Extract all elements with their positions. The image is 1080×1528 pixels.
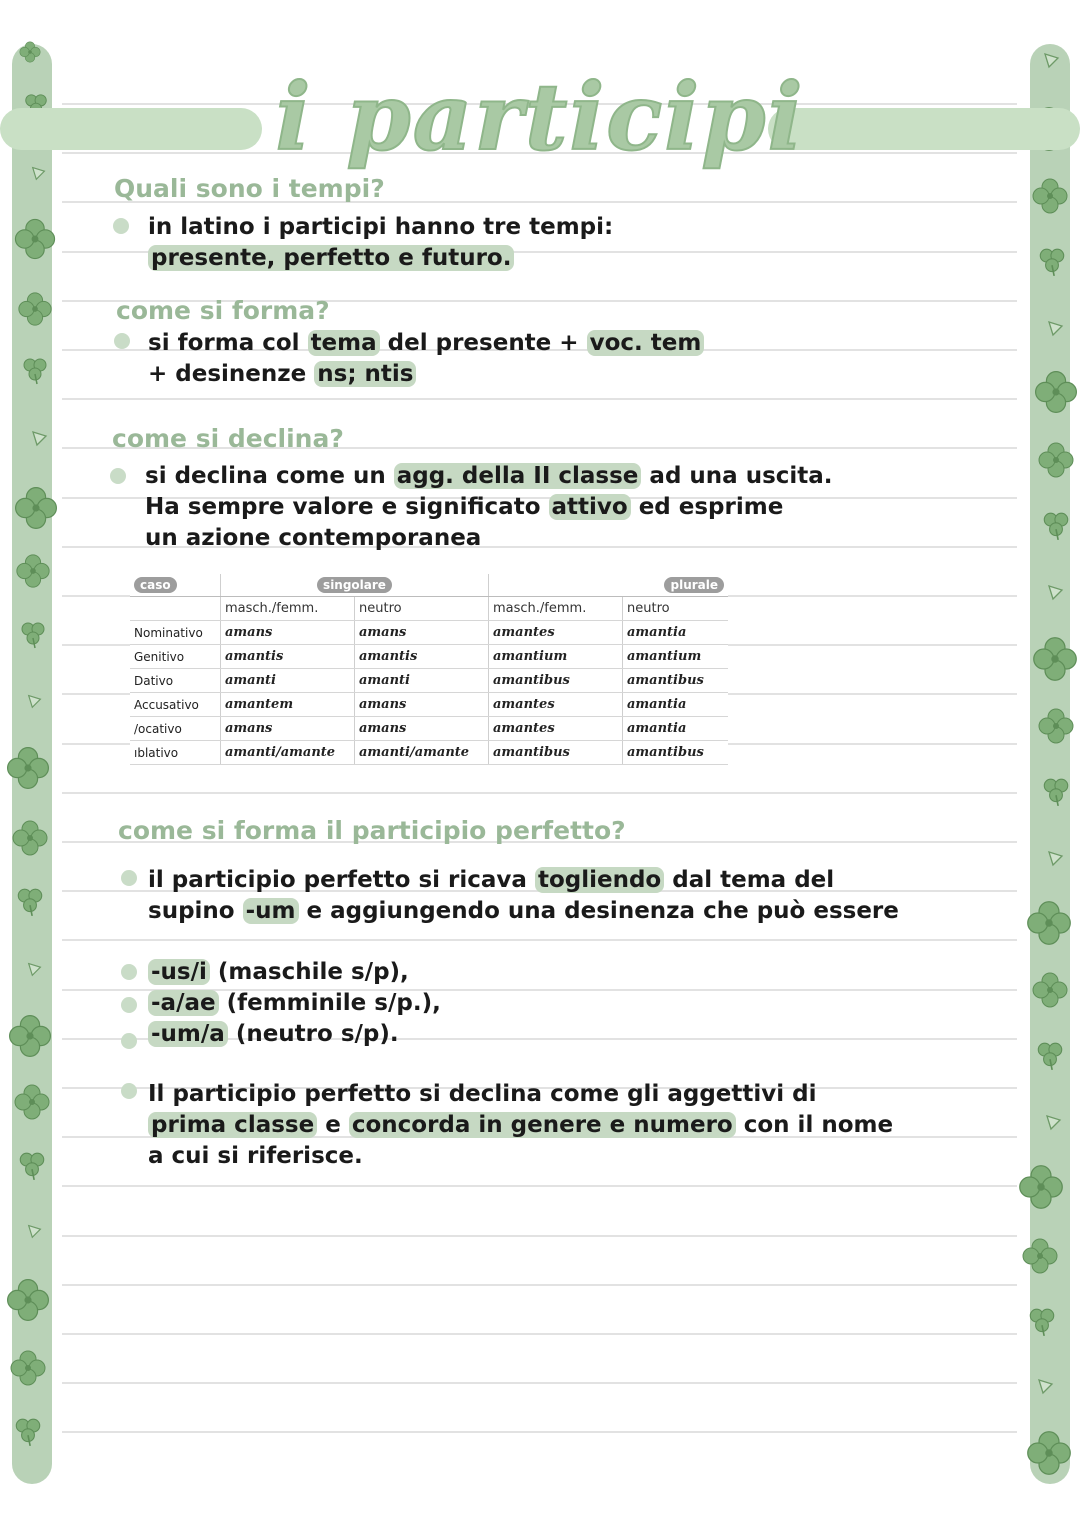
clover-icon	[1036, 706, 1076, 746]
text-line: un azione contemporanea	[145, 525, 482, 551]
leaf-icon	[26, 1222, 44, 1240]
table-body	[130, 621, 728, 765]
bullet-dot	[114, 333, 130, 349]
declined-form: amantia	[623, 693, 729, 717]
table-header-row	[130, 574, 728, 597]
highlighted-term: -us/i	[148, 959, 210, 985]
highlighted-term: ns; ntis	[314, 361, 416, 387]
sprig-icon	[1040, 776, 1072, 808]
sprig-icon	[1040, 510, 1072, 542]
section-heading-forma: come si forma?	[116, 296, 330, 325]
subheader-cell: neutro	[623, 597, 729, 621]
declined-form: amantes	[489, 621, 623, 645]
declined-form: amans	[355, 717, 489, 741]
text-line: prima classe e concorda in genere e numero con il nome	[148, 1110, 893, 1141]
ruled-line	[62, 1235, 1017, 1237]
highlighted-term: -a/ae	[148, 990, 219, 1016]
declined-form: amans	[221, 621, 355, 645]
leaf-icon	[30, 428, 50, 448]
clover-icon	[12, 216, 58, 262]
declined-form: amans	[221, 717, 355, 741]
clover-icon	[16, 290, 54, 328]
clover-icon	[1024, 1428, 1074, 1478]
ruled-line	[62, 939, 1017, 941]
case-name: Dativo	[130, 669, 221, 693]
sprig-icon	[1026, 1306, 1058, 1338]
sprig-icon	[1036, 246, 1068, 278]
clover-icon	[1020, 1236, 1060, 1276]
leaf-icon	[26, 960, 44, 978]
declinazione-perfetto-text	[148, 1079, 893, 1172]
declined-form: amanti/amante	[221, 741, 355, 765]
ruled-line	[62, 1431, 1017, 1433]
clover-icon	[14, 552, 52, 590]
bullet-dot	[113, 218, 129, 234]
ruled-line	[62, 1382, 1017, 1384]
clover-icon	[4, 1276, 52, 1324]
declined-form: amantium	[623, 645, 729, 669]
section-heading-tempi: Quali sono i tempi?	[114, 174, 385, 203]
section-heading-declina: come si declina?	[112, 424, 344, 453]
sprig-icon	[18, 620, 48, 650]
highlighted-term: -um/a	[148, 1021, 228, 1047]
table-row	[130, 741, 728, 765]
clover-icon	[1032, 368, 1080, 416]
case-name: Genitivo	[130, 645, 221, 669]
highlighted-term: agg. della II classe	[394, 463, 642, 489]
highlighted-term: prima classe	[148, 1112, 317, 1138]
header-caso: caso	[134, 577, 177, 593]
highlighted-term: togliendo	[535, 867, 664, 893]
leaf-icon	[26, 692, 44, 710]
text-line: il participio perfetto si ricava togliendo dal tema del	[148, 867, 835, 893]
table-row	[130, 621, 728, 645]
ruled-line	[62, 1185, 1017, 1187]
text-line: Il participio perfetto si declina come gli aggettivi di	[148, 1081, 817, 1107]
tempi-text	[148, 212, 613, 274]
text-line	[148, 243, 613, 274]
declined-form: amanti	[221, 669, 355, 693]
declined-form: amantibus	[623, 741, 729, 765]
declined-form: amanti/amante	[355, 741, 489, 765]
ruled-line	[62, 792, 1017, 794]
highlighted-term: -um	[243, 898, 299, 924]
text-line: si declina come un agg. della II classe ad una uscita.	[145, 463, 833, 489]
highlighted-term: attivo	[549, 494, 631, 520]
declined-form: amantia	[623, 717, 729, 741]
declined-form: amantis	[355, 645, 489, 669]
ruled-line	[62, 1333, 1017, 1335]
header-singolare: singolare	[317, 577, 392, 593]
leaf-icon	[1046, 582, 1066, 602]
text-line: -a/ae (femminile s/p.),	[148, 988, 441, 1019]
forma-text	[148, 328, 704, 390]
clover-icon	[6, 1012, 54, 1060]
text-line: si forma col tema del presente + voc. tem	[148, 328, 704, 359]
bullet-dot	[121, 997, 137, 1013]
clover-icon	[1030, 970, 1070, 1010]
bullet-dot	[121, 1083, 137, 1099]
leaf-icon	[1036, 1376, 1056, 1396]
highlighted-term: presente, perfetto e futuro.	[148, 245, 514, 271]
highlighted-term: concorda in genere e numero	[349, 1112, 736, 1138]
text-line: -um/a (neutro s/p).	[148, 1019, 441, 1050]
clover-icon	[1030, 634, 1080, 684]
page-title: i participi	[275, 63, 805, 171]
declined-form: amantia	[623, 621, 729, 645]
clover-icon	[4, 744, 52, 792]
bullet-dot	[121, 870, 137, 886]
declined-form: amans	[355, 693, 489, 717]
leaf-icon	[1046, 318, 1066, 338]
declined-form: amanti	[355, 669, 489, 693]
clover-icon	[1030, 176, 1070, 216]
subheader-cell: masch./femm.	[489, 597, 623, 621]
table-row	[130, 693, 728, 717]
clover-icon	[1024, 898, 1074, 948]
sprig-icon	[20, 356, 50, 386]
section-heading-perfetto: come si forma il participio perfetto?	[118, 816, 626, 845]
declension-table	[130, 574, 728, 765]
text-line: + desinenze ns; ntis	[148, 359, 704, 390]
declina-text	[145, 461, 833, 554]
case-name: /ocativo	[130, 717, 221, 741]
declined-form: amantes	[489, 717, 623, 741]
declined-form: amantibus	[489, 741, 623, 765]
clover-icon	[12, 484, 60, 532]
bullet-dot	[121, 1033, 137, 1049]
declined-form: amantis	[221, 645, 355, 669]
case-name: Nominativo	[130, 621, 221, 645]
clover-icon	[8, 1348, 48, 1388]
ruled-line	[62, 1284, 1017, 1286]
bullet-dot	[121, 964, 137, 980]
table-row	[130, 645, 728, 669]
perfetto-text	[148, 865, 899, 927]
table-subheader-row	[130, 597, 728, 621]
endings-list	[148, 957, 441, 1050]
text-line: in latino i participi hanno tre tempi:	[148, 214, 614, 240]
clover-icon	[10, 818, 50, 858]
table-row	[130, 669, 728, 693]
clover-icon	[1016, 1162, 1066, 1212]
declined-form: amantibus	[489, 669, 623, 693]
sprig-icon	[12, 1416, 44, 1448]
declined-form: amantem	[221, 693, 355, 717]
leaf-icon	[1046, 848, 1066, 868]
case-name: Accusativo	[130, 693, 221, 717]
subheader-cell: masch./femm.	[221, 597, 355, 621]
table-row	[130, 717, 728, 741]
text-line: supino -um e aggiungendo una desinenza che può essere	[148, 898, 899, 924]
clover-icon	[12, 1082, 52, 1122]
text-line: -us/i (maschile s/p),	[148, 957, 441, 988]
case-name: ıblativo	[130, 741, 221, 765]
sprig-icon	[16, 1150, 48, 1182]
declined-form: amans	[355, 621, 489, 645]
highlighted-term: voc. tem	[587, 330, 705, 356]
sprig-icon	[14, 886, 46, 918]
clover-icon	[1036, 440, 1076, 480]
highlighted-term: tema	[308, 330, 380, 356]
text-line: a cui si riferisce.	[148, 1143, 363, 1169]
ruled-line	[62, 398, 1017, 400]
declined-form: amantibus	[623, 669, 729, 693]
text-line: Ha sempre valore e significato attivo ed esprime	[145, 494, 784, 520]
clover-icon	[18, 40, 42, 64]
header-plurale: plurale	[664, 577, 724, 593]
declined-form: amantium	[489, 645, 623, 669]
sprig-icon	[1034, 1040, 1066, 1072]
leaf-icon	[1044, 1112, 1064, 1132]
subheader-cell: neutro	[355, 597, 489, 621]
bullet-dot	[110, 468, 126, 484]
declined-form: amantes	[489, 693, 623, 717]
